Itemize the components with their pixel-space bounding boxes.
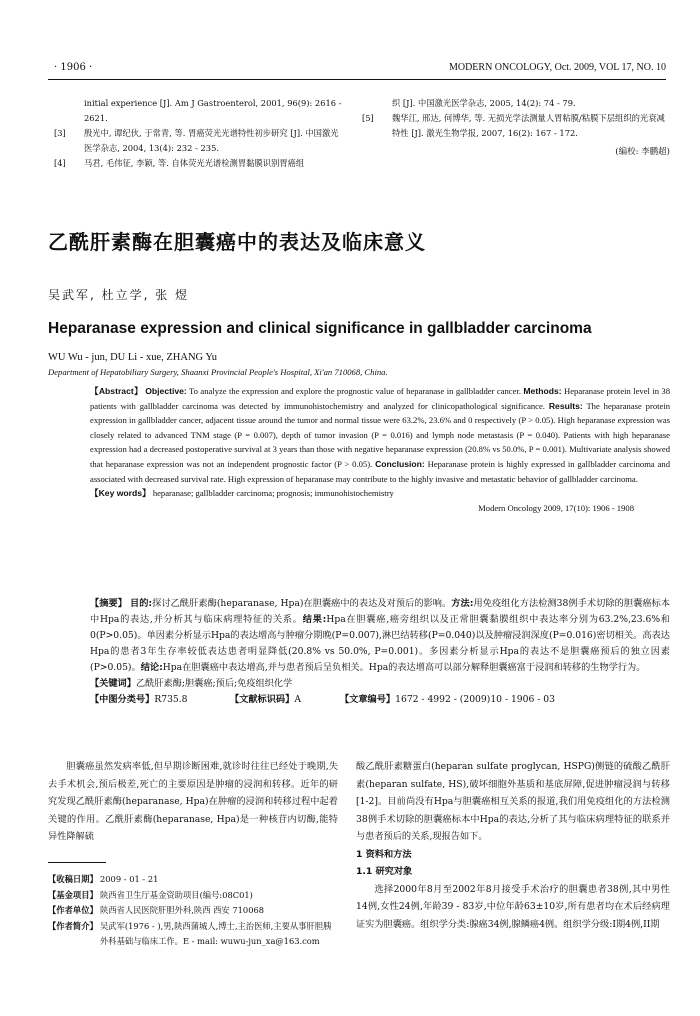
editor-note: (编校: 李鹏超) [615,147,670,157]
abstract-label: 【Abstract】 [90,386,143,396]
methods-label: Methods: [523,386,562,396]
affiliation-en: Department of Hepatobiliary Surgery, Shaanxi Provincial People's Hospital, Xi'an 710068, China. [48,367,388,377]
keywords-cn: 乙酰肝素酶;胆囊癌;预后;免疫组织化学 [135,678,293,689]
footnote-affiliation: 【作者单位】 陕西省人民医院肝胆外科,陕西 西安 710068 [48,905,265,915]
clc-label: 【中图分类号】 [90,694,155,705]
article-title-cn: 乙酰肝素酶在胆囊癌中的表达及临床意义 [48,230,426,254]
method-label-cn: 方法: [451,598,474,609]
page-number: · 1906 · [54,62,93,73]
footnote-funding: 【基金项目】 陕西省卫生厅基金资助项目(编号:08C01) [48,889,253,900]
abstract-label-cn: 【摘要】 [90,598,127,609]
result-text-cn: Hpa在胆囊癌,癌旁组织以及正常胆囊黏膜组织中表达率分别为63.2%,23.6%和0(P>0.05)。单因素分析显示Hpa的表达增高与肿瘤分期晚(P=0.007),淋巴结转移(P=0.040)以及肿瘤浸润深度(P=0.016)密切相关。高表达Hpa的患者3年生存率较低表达患者明显降低(20.8% vs 50.0%, P=0.001)。多因素分析显示Hpa的表达不是胆囊癌预后的独立因素(P>0.05)。 [90,614,670,673]
result-label-cn: 结果: [302,614,327,625]
ref-item: 织 [J]. 中国激光医学杂志, 2005, 14(2): 74 - 79. [392,98,576,108]
footnote-received: 【收稿日期】 2009 - 01 - 21 [48,874,159,884]
footnote-divider [48,862,106,863]
keywords-en: heparanase; gallbladder carcinoma; prognosis; immunohistochemistry [152,488,394,499]
classification-row [90,692,670,708]
footnotes [48,872,338,950]
doc-code-value: A [294,694,301,705]
objective-text: To analyze the expression and explore the prognostic value of heparanase in gallbladder cancer. [189,386,521,396]
results-text: The heparanase protein expression in gallbladder cancer, adjacent tissue around the tumor and normal tissue were 63.2%, 23.6% and 0 respectively (P > 0.05). High heparanase expression was closely related to advanced TNM stage (P = 0.007), depth of tumor invasion (P = 0.016) and lymph node metastasis (P = 0.040). Patients with high heparanase expression had a decreased postoperative survival at 3 years than those with negative heparanase expression (20.8% vs 50.0%, P = 0.001). Multivariate analysis showed that heparanase expression was not an independent prognostic factor (P > 0.05). [90,400,671,469]
objective-label: Objective: [145,386,187,396]
keywords-label-en: 【Key words】 [90,488,151,499]
article-no-value: 1672 - 4992 - (2009)10 - 1906 - 03 [395,694,555,705]
authors-en: WU Wu - jun, DU Li - xue, ZHANG Yu [48,352,218,363]
conclusion-text-cn: Hpa在胆囊癌中表达增高,并与患者预后呈负相关。Hpa的表达增高可以部分解释胆囊癌富于浸润和转移的生物学行为。 [162,662,646,673]
citation-line: Modern Oncology 2009, 17(10): 1906 - 1908 [478,502,634,513]
ref-item: [4] 马君, 毛伟征, 李颖, 等. 自体荧光光谱检测胃黏膜识别胃癌组 [54,158,305,168]
conclusion-label-cn: 结论: [140,662,163,673]
abstract-en [90,384,670,515]
doc-code-label: 【文献标识码】 [230,694,295,705]
body-right-paragraph-2: 选择2000年8月至2002年8月接受手术治疗的胆囊患者38例,其中男性14例,女性24例,年龄39 - 83岁,中位年龄63±10岁,所有患者均在术后经病理证实为胆囊癌。组织学分类:腺癌34例,腺鳞癌4例。组织学分级:I期4例,II期 [356,883,670,930]
journal-citation: MODERN ONCOLOGY, Oct. 2009, VOL 17, NO. 10 [448,62,666,73]
authors-cn: 吴武军, 杜立学, 张 煜 [48,288,190,302]
method-text-cn: 用免疫组化方法检测38例手术切除的胆囊癌标本中Hpa的表达,并分析其与临床病理特征的关系。 [90,598,670,625]
ref-item: initial experience [J]. Am J Gastroenterol, 2001, 96(9): 2616 - 2621. [84,98,342,123]
section-heading-1: 1 资料和方法 [356,848,412,860]
body-right-paragraph-1: 酸乙酰肝素糖蛋白(heparan sulfate proglycan, HSPG)侧链的硫酸乙酰肝素(heparan sulfate, HS),破坏细胞外基质和基底屏障,促进肿瘤浸润与转移[1-2]。目前尚没有Hpa与胆囊癌相互关系的报道,我们用免疫组化的方法检测38例手术切除的胆囊癌标本中Hpa的表达,分析了其与临床病理特征的联系并与患者预后的关系,现报告如下。 [356,761,670,842]
clc-value: R735.8 [154,694,188,705]
ref-item: [5] 魏华江, 邢达, 何博华, 等. 无损光学法测量人胃粘膜/粘膜下层组织的光衰减特性 [J]. 激光生物学报, 2007, 16(2): 167 - 172. [362,113,665,138]
article-no-label: 【文章编号】 [340,694,396,705]
prev-refs-left [54,96,344,171]
aim-label-cn: 目的: [129,598,153,609]
body-left-paragraph: 胆囊癌虽然发病率低,但早期诊断困难,就诊时往往已经处于晚期,失去手术机会,预后极差,死亡的主要原因是肿瘤的浸润和转移。近年的研究发现乙酰肝素酶(heparanase, Hpa)在肿瘤的浸润和转移过程中起着关键的作用。乙酰肝素酶(heparanase, Hpa)是一种核苷内切酶,能特异性降解硫 [48,761,338,842]
results-label: Results: [548,400,583,411]
conclusion-label: Conclusion: [375,458,425,469]
keywords-label-cn: 【关键词】 [90,678,136,689]
aim-text-cn: 探讨乙酰肝素酶(heparanase, Hpa)在胆囊癌中的表达及对预后的影响。 [152,598,452,609]
running-header [48,60,666,80]
body-right-column [356,758,670,933]
ref-item: [3] 殷光中, 谭纪伙, 于常青, 等. 胃癌荧光光谱特性初步研究 [J]. 中国激光医学杂志, 2004, 13(4): 232 - 235. [54,128,339,153]
abstract-cn [90,596,670,708]
article-title-en: Heparanase expression and clinical significance in gallbladder carcinoma [48,320,592,337]
conclusion-text: Heparanase protein is highly expressed in gallbladder carcinoma and associated with decreased survival rate. High expression of heparanase may contribute to the highly invasive and metastatic behavior of gallbladder carcinoma. [90,458,670,484]
methods-text: Heparanase protein level in 38 patients with gallbladder carcinoma was detected by immunohistochemistry and analyzed for clinicopathological significance. [90,386,670,411]
footnote-author-bio: 【作者简介】 吴武军(1976 - ),男,陕西蒲城人,博士,主治医师,主要从事肝胆胰外科基础与临床工作。E - mail: wuwu-jun_xa@163.com [48,920,332,946]
section-heading-1-1: 1.1 研究对象 [356,866,413,877]
prev-refs-right [362,96,670,160]
